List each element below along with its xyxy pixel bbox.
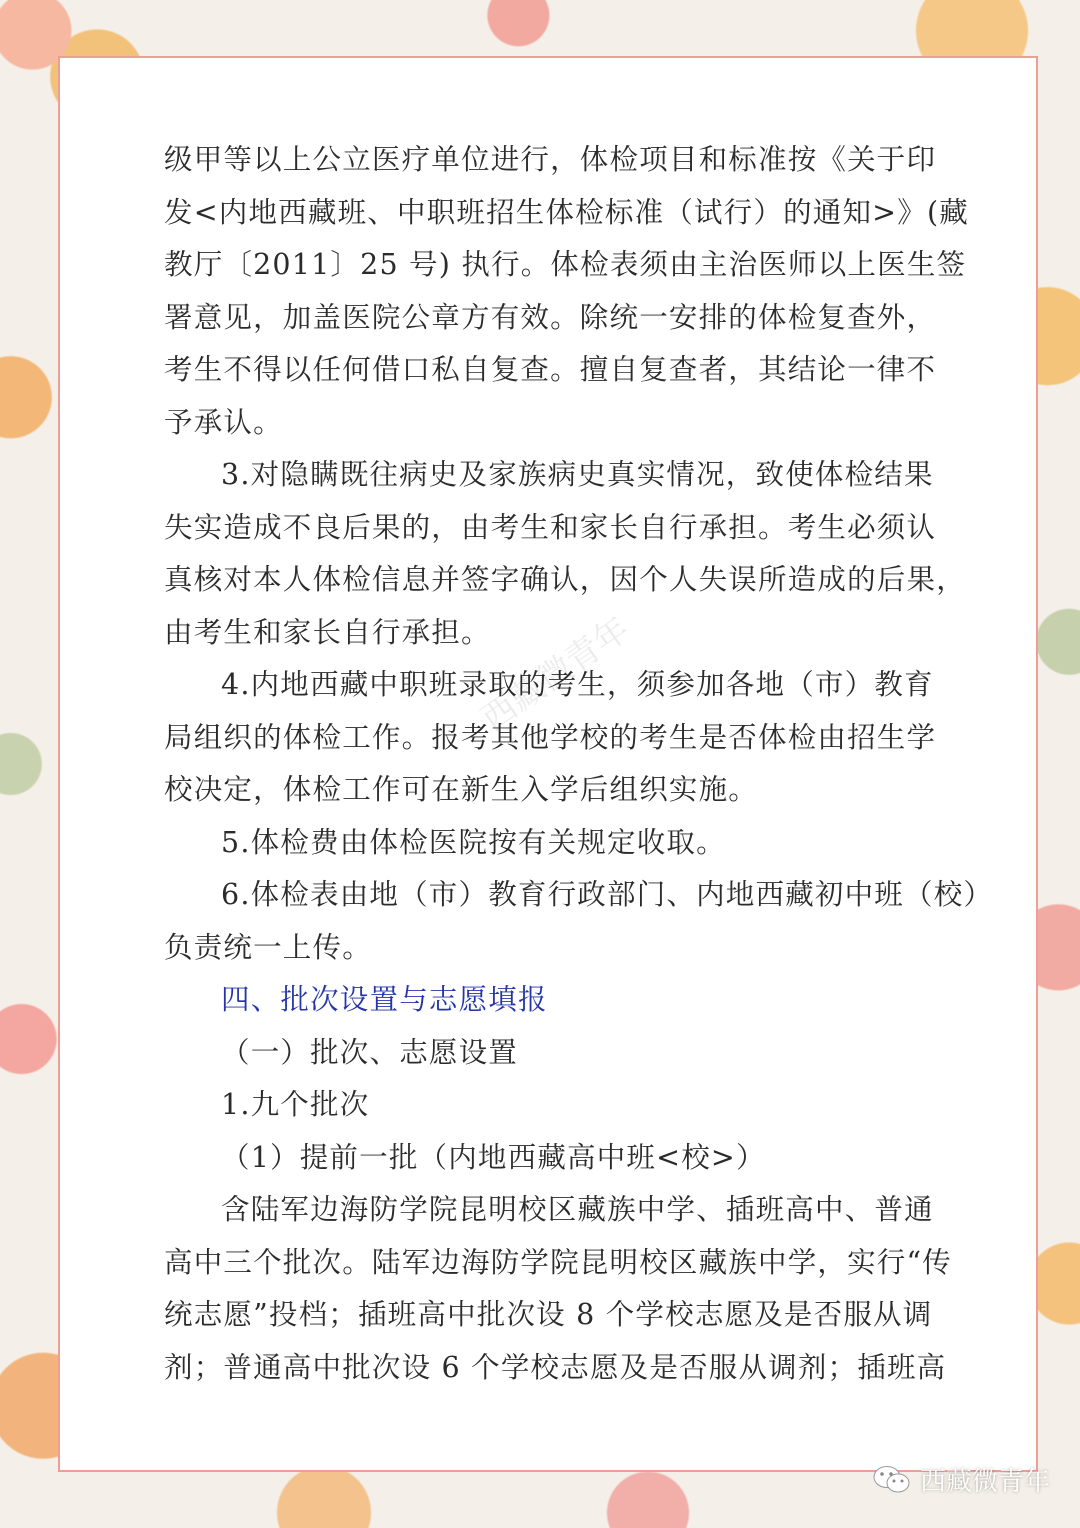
paragraph-line: 予承认。 bbox=[164, 405, 283, 439]
paragraph-line: 1.九个批次 bbox=[221, 1088, 370, 1121]
paragraph-line: 局组织的体检工作。报考其他学校的考生是否体检由招生学 bbox=[164, 720, 937, 754]
paragraph-line: 6.体检表由地（市）教育行政部门、内地西藏初中班（校） bbox=[221, 878, 994, 911]
paragraph-line: （1）提前一批（内地西藏高中班<校>） bbox=[221, 1140, 766, 1174]
section-heading: 四、批次设置与志愿填报 bbox=[221, 983, 548, 1016]
wechat-icon bbox=[872, 1464, 912, 1496]
paragraph-line: 高中三个批次。陆军边海防学院昆明校区藏族中学，实行“传 bbox=[164, 1245, 952, 1279]
paragraph-line: 4.内地西藏中职班录取的考生，须参加各地（市）教育 bbox=[221, 668, 934, 701]
watermark: 西藏微青年 bbox=[474, 609, 637, 740]
brand-label: 西藏微青年 bbox=[919, 1467, 1050, 1497]
paragraph-line: 含陆军边海防学院昆明校区藏族中学、插班高中、普通 bbox=[221, 1193, 934, 1226]
brand-mark bbox=[872, 1461, 1050, 1498]
paragraph-line: 级甲等以上公立医疗单位进行，体检项目和标准按《关于印 bbox=[164, 143, 937, 176]
paragraph-line: 剂；普通高中批次设 6 个学校志愿及是否服从调剂；插班高 bbox=[164, 1350, 947, 1384]
document-body bbox=[164, 134, 994, 1394]
paragraph-line: 5.体检费由体检医院按有关规定收取。 bbox=[221, 825, 726, 859]
paragraph-line: 统志愿”投档；插班高中批次设 8 个学校志愿及是否服从调 bbox=[164, 1298, 933, 1331]
paragraph-line: 教厅〔2011〕25 号) 执行。体检表须由主治医师以上医生签 bbox=[164, 248, 967, 281]
paragraph-line: 考生不得以任何借口私自复查。擅自复查者，其结论一律不 bbox=[164, 353, 937, 386]
paragraph-line: 3.对隐瞒既往病史及家族病史真实情况，致使体检结果 bbox=[221, 458, 934, 491]
paragraph-line: （一）批次、志愿设置 bbox=[221, 1035, 519, 1069]
paragraph-line: 负责统一上传。 bbox=[164, 930, 372, 964]
paragraph-line: 由考生和家长自行承担。 bbox=[164, 615, 491, 649]
paragraph-line: 真核对本人体检信息并签字确认，因个人失误所造成的后果， bbox=[164, 563, 966, 596]
paragraph-line: 失实造成不良后果的，由考生和家长自行承担。考生必须认 bbox=[164, 510, 937, 544]
paragraph-line: 发<内地西藏班、中职班招生体检标准（试行）的通知>》(藏 bbox=[164, 195, 969, 229]
paragraph-line: 署意见，加盖医院公章方有效。除统一安排的体检复查外， bbox=[164, 300, 937, 334]
paragraph-line: 校决定，体检工作可在新生入学后组织实施。 bbox=[164, 773, 759, 806]
